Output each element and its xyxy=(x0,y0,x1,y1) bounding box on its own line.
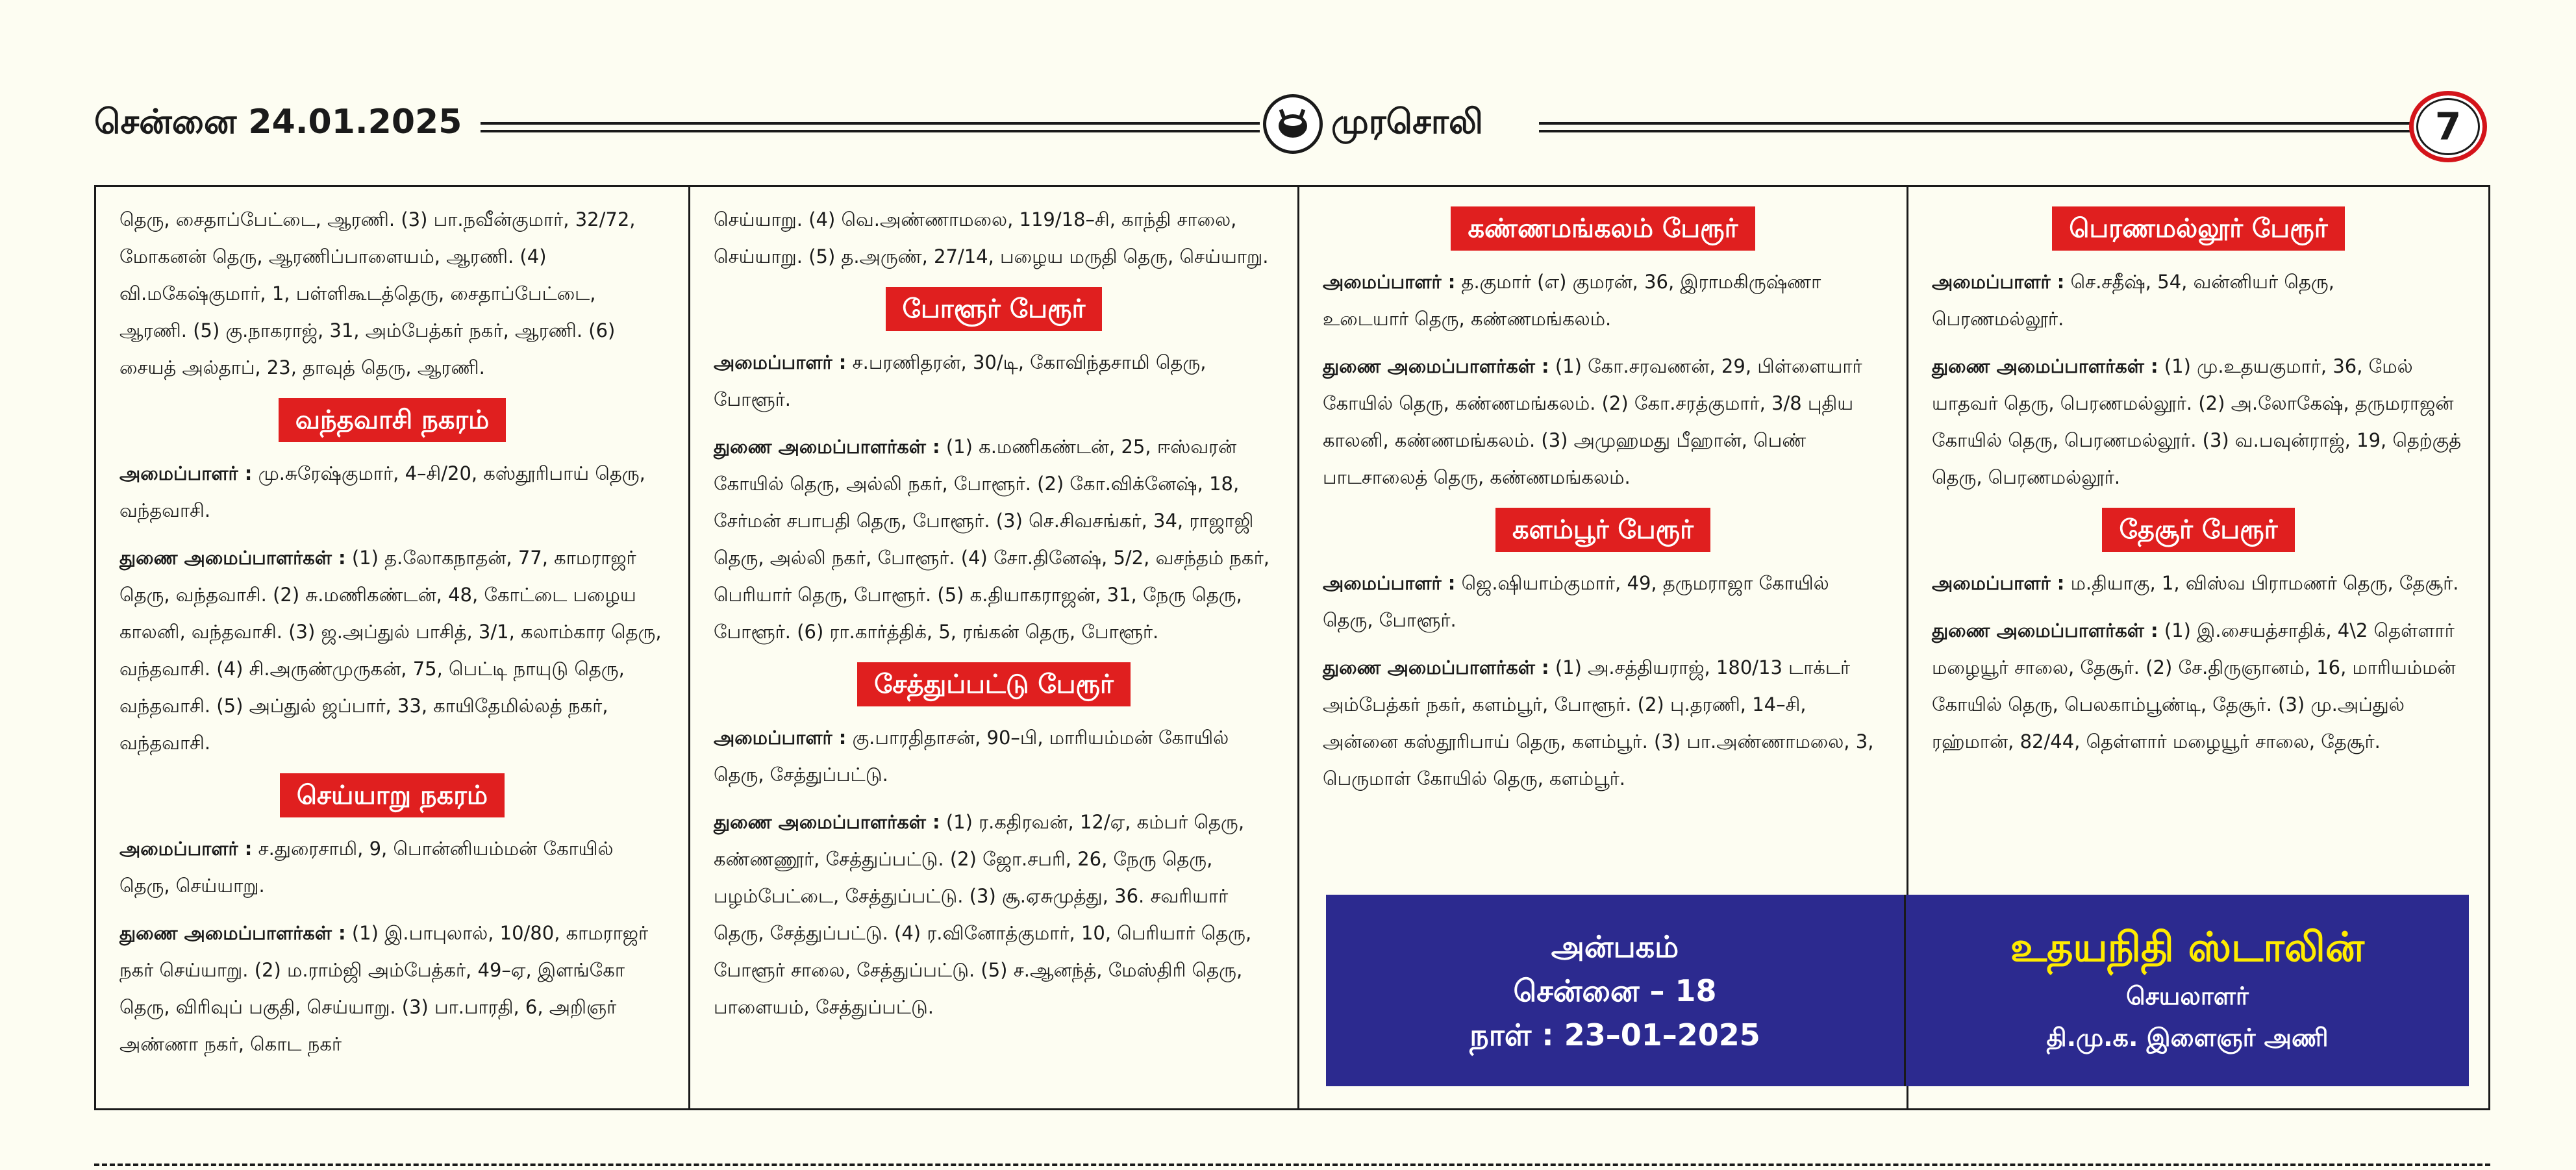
organizer-paragraph xyxy=(119,455,665,529)
organizer-paragraph xyxy=(714,344,1274,418)
deputy-paragraph xyxy=(1932,348,2465,496)
deputy-text: (1) க.மணிகண்டன், 25, ஈஸ்வரன் கோயில் தெரு, அல்லி நகர், போளூர். (2) கோ.விக்னேஷ், 18, சேர்மன் சபாபதி தெரு, போளூர். (3) செ.சிவசங்கர், 34, ராஜாஜி தெரு, அல்லி நகர், போளூர். (4) சோ.தினேஷ், 5/2, வசந்தம் நகர், பெரியார் தெரு, போளூர். (5) க.தியாகராஜன், 31, நேரு தெரு, போளூர். (6) ரா.கார்த்திக், 5, ரங்கன் தெரு, போளூர். xyxy=(714,436,1269,643)
signature-banner xyxy=(1326,895,2469,1086)
header-rule-right xyxy=(1539,122,2484,132)
page-header xyxy=(94,91,2490,162)
issue-city: சென்னை – 18 xyxy=(1513,973,1717,1008)
issue-place: அன்பகம் xyxy=(1551,929,1679,964)
organizer-text: ஜெ.ஷியாம்குமார், 49, தருமராஜா கோயில் தெரு, போளூர். xyxy=(1323,572,1829,631)
signatory-block xyxy=(1906,919,2469,1058)
header-rule-left xyxy=(481,122,1260,132)
deputy-text: (1) இ.சையத்சாதிக், 4\2 தெள்ளார் மழையூர் சாலை, தேசூர். (2) சே.திருஞானம், 16, மாரியம்மன் கோயில் தெரு, பெலகாம்பூண்டி, தேசூர். (3) மு.அப்துல் ரஹ்மான், 82/44, தெள்ளார் மழையூர் சாலை, தேசூர். xyxy=(1932,619,2456,753)
deputy-label: துணை அமைப்பாளர்கள் : xyxy=(1932,355,2158,377)
deputy-label: துணை அமைப்பாளர்கள் : xyxy=(1323,355,1549,377)
deputy-paragraph xyxy=(1932,612,2465,760)
organizer-paragraph xyxy=(714,719,1274,793)
signatory-role: செயலாளர் xyxy=(2126,982,2249,1010)
deputy-paragraph xyxy=(119,540,665,762)
organizer-label: அமைப்பாளர் : xyxy=(1932,271,2065,293)
organizer-label: அமைப்பாளர் : xyxy=(119,462,253,484)
issue-date: நாள் : 23–01–2025 xyxy=(1469,1017,1760,1052)
issue-details xyxy=(1326,925,1904,1057)
section-heading-peranamallur: பெரணமல்லூர் பேரூர் xyxy=(2052,206,2344,251)
organizer-label: அமைப்பாளர் : xyxy=(119,838,253,860)
signatory-name: உதயநிதி ஸ்டாலின் xyxy=(2010,923,2365,971)
deputy-text: (1) த.லோகநாதன், 77, காமராஜர் தெரு, வந்தவாசி. (2) சு.மணிகண்டன், 48, கோட்டை பழைய காலனி, வந்தவாசி. (3) ஜ.அப்துல் பாசித், 3/1, கலாம்கார தெரு, வந்தவாசி. (4) சி.அருண்முருகன், 75, பெட்டி நாயுடு தெரு, வந்தவாசி. (5) அப்துல் ஜப்பார், 33, காயிதேமில்லத் நகர், வந்தவாசி. xyxy=(119,547,662,754)
column-2 xyxy=(688,187,1297,1108)
signatory-organization: தி.மு.க. இளைஞர் அணி xyxy=(2046,1023,2329,1052)
deputy-paragraph xyxy=(119,915,665,1063)
organizer-text: செ.சதீஷ், 54, வன்னியர் தெரு, பெரணமல்லூர். xyxy=(1932,271,2334,330)
organizer-paragraph xyxy=(1323,264,1883,338)
section-heading-vandavasi: வந்தவாசி நகரம் xyxy=(279,398,506,442)
deputy-label: துணை அமைப்பாளர்கள் : xyxy=(714,436,940,458)
organizer-label: அமைப்பாளர் : xyxy=(714,351,847,373)
organizer-label: அமைப்பாளர் : xyxy=(714,727,847,749)
deputy-label: துணை அமைப்பாளர்கள் : xyxy=(1323,656,1549,678)
organizer-paragraph xyxy=(119,830,665,904)
organizer-text: ச.துரைசாமி, 9, பொன்னியம்மன் கோயில் தெரு, செய்யாறு. xyxy=(119,838,614,897)
organizer-text: ம.தியாகு, 1, விஸ்வ பிராமணர் தெரு, தேசூர். xyxy=(2070,572,2459,594)
deputy-paragraph xyxy=(1323,649,1883,797)
dateline: சென்னை 24.01.2025 xyxy=(94,103,462,142)
deputy-label: துணை அமைப்பாளர்கள் : xyxy=(119,547,346,569)
section-heading-cheyyar: செய்யாறு நகரம் xyxy=(280,773,505,817)
deputy-text: (1) இ.பாபுலால், 10/80, காமராஜர் நகர் செய்யாறு. (2) ம.ராம்ஜி அம்பேத்கர், 49–ஏ, இளங்கோ தெரு, விரிவுப் பகுதி, செய்யாறு. (3) பா.பாரதி, 6, அறிஞர் அண்ணா நகர், கொட நகர் xyxy=(119,922,649,1055)
section-heading-chetpet: சேத்துப்பட்டு பேரூர் xyxy=(857,662,1131,706)
organizer-paragraph xyxy=(1323,565,1883,639)
deputy-paragraph xyxy=(714,804,1274,1026)
continued-paragraph: செய்யாறு. (4) வெ.அண்ணாமலை, 119/18–சி, காந்தி சாலை, செய்யாறு. (5) த.அருண், 27/14, பழைய மருதி தெரு, செய்யாறு. xyxy=(714,208,1269,268)
deputy-text: (1) ர.கதிரவன், 12/ஏ, கம்பர் தெரு, கண்ணணூர், சேத்துப்பட்டு. (2) ஜோ.சபரி, 26, நேரு தெரு, பழம்பேட்டை, சேத்துப்பட்டு. (3) சூ.ஏசுமுத்து, 36. சவரியார் தெரு, சேத்துப்பட்டு. (4) ர.வினோத்குமார், 10, பெரியார் தெரு, போளூர் சாலை, சேத்துப்பட்டு. (5) ச.ஆனந்த், மேஸ்திரி தெரு, பாளையம், சேத்துப்பட்டு. xyxy=(714,811,1252,1018)
newspaper-title: முரசொலி xyxy=(1331,103,1483,142)
deputy-text: (1) மு.உதயகுமார், 36, மேல் யாதவர் தெரு, பெரணமல்லூர். (2) அ.லோகேஷ், தருமராஜன் கோயில் தெரு, பெரணமல்லூர். (3) வ.பவுன்ராஜ், 19, தெற்குத் தெரு, பெரணமல்லூர். xyxy=(1932,355,2462,488)
murasoli-drum-logo-icon xyxy=(1263,94,1323,154)
footer-dashed-rule xyxy=(94,1164,2490,1166)
deputy-paragraph xyxy=(1323,348,1883,496)
organizer-text: கு.பாரதிதாசன், 90–பி, மாரியம்மன் கோயில் தெரு, சேத்துப்பட்டு. xyxy=(714,727,1229,786)
section-heading-desur: தேசூர் பேரூர் xyxy=(2102,508,2294,552)
section-heading-kalambur: களம்பூர் பேரூர் xyxy=(1495,508,1710,552)
section-heading-polur: போளூர் பேரூர் xyxy=(886,287,1103,331)
page-number-badge: 7 xyxy=(2409,91,2487,162)
organizer-text: த.குமார் (எ) குமரன், 36, இராமகிருஷ்ணா உடையார் தெரு, கண்ணமங்கலம். xyxy=(1323,271,1821,330)
section-heading-kannamangalam: கண்ணமங்கலம் பேரூர் xyxy=(1451,206,1755,251)
deputy-text: (1) கோ.சரவணன், 29, பிள்ளையார் கோயில் தெரு, கண்ணமங்கலம். (2) கோ.சரத்குமார், 3/8 புதிய காலனி, கண்ணமங்கலம். (3) அமுஹமது பீஹான், பெண் பாடசாலைத் தெரு, கண்ணமங்கலம். xyxy=(1323,355,1862,488)
deputy-text: (1) அ.சத்தியராஜ், 180/13 டாக்டர் அம்பேத்கர் நகர், களம்பூர், போளூர். (2) பு.தரணி, 14–சி, அன்னை கஸ்தூரிபாய் தெரு, களம்பூர். (3) பா.அண்ணாமலை, 3, பெருமாள் கோயில் தெரு, களம்பூர். xyxy=(1323,656,1874,790)
deputy-label: துணை அமைப்பாளர்கள் : xyxy=(714,811,940,833)
organizer-paragraph xyxy=(1932,264,2465,338)
organizer-text: மு.சுரேஷ்குமார், 4–சி/20, கஸ்தூரிபாய் தெரு, வந்தவாசி. xyxy=(119,462,645,521)
organizer-label: அமைப்பாளர் : xyxy=(1323,572,1456,594)
deputy-paragraph xyxy=(714,429,1274,651)
column-1 xyxy=(96,187,688,1108)
organizer-label: அமைப்பாளர் : xyxy=(1323,271,1456,293)
organizer-label: அமைப்பாளர் : xyxy=(1932,572,2065,594)
organizer-text: ச.பரணிதரன், 30/டி, கோவிந்தசாமி தெரு, போளூர். xyxy=(714,351,1207,410)
deputy-label: துணை அமைப்பாளர்கள் : xyxy=(119,922,346,944)
deputy-label: துணை அமைப்பாளர்கள் : xyxy=(1932,619,2158,641)
organizer-paragraph xyxy=(1932,565,2465,602)
continued-paragraph: தெரு, சைதாப்பேட்டை, ஆரணி. (3) பா.நவீன்குமார், 32/72, மோகனன் தெரு, ஆரணிப்பாளையம், ஆரணி. (4) வி.மகேஷ்குமார், 1, பள்ளிகூடத்தெரு, சைதாப்பேட்டை, ஆரணி. (5) கு.நாகராஜ், 31, அம்பேத்கர் நகர், ஆரணி. (6) சையத் அல்தாப், 23, தாவுத் தெரு, ஆரணி. xyxy=(119,208,636,379)
